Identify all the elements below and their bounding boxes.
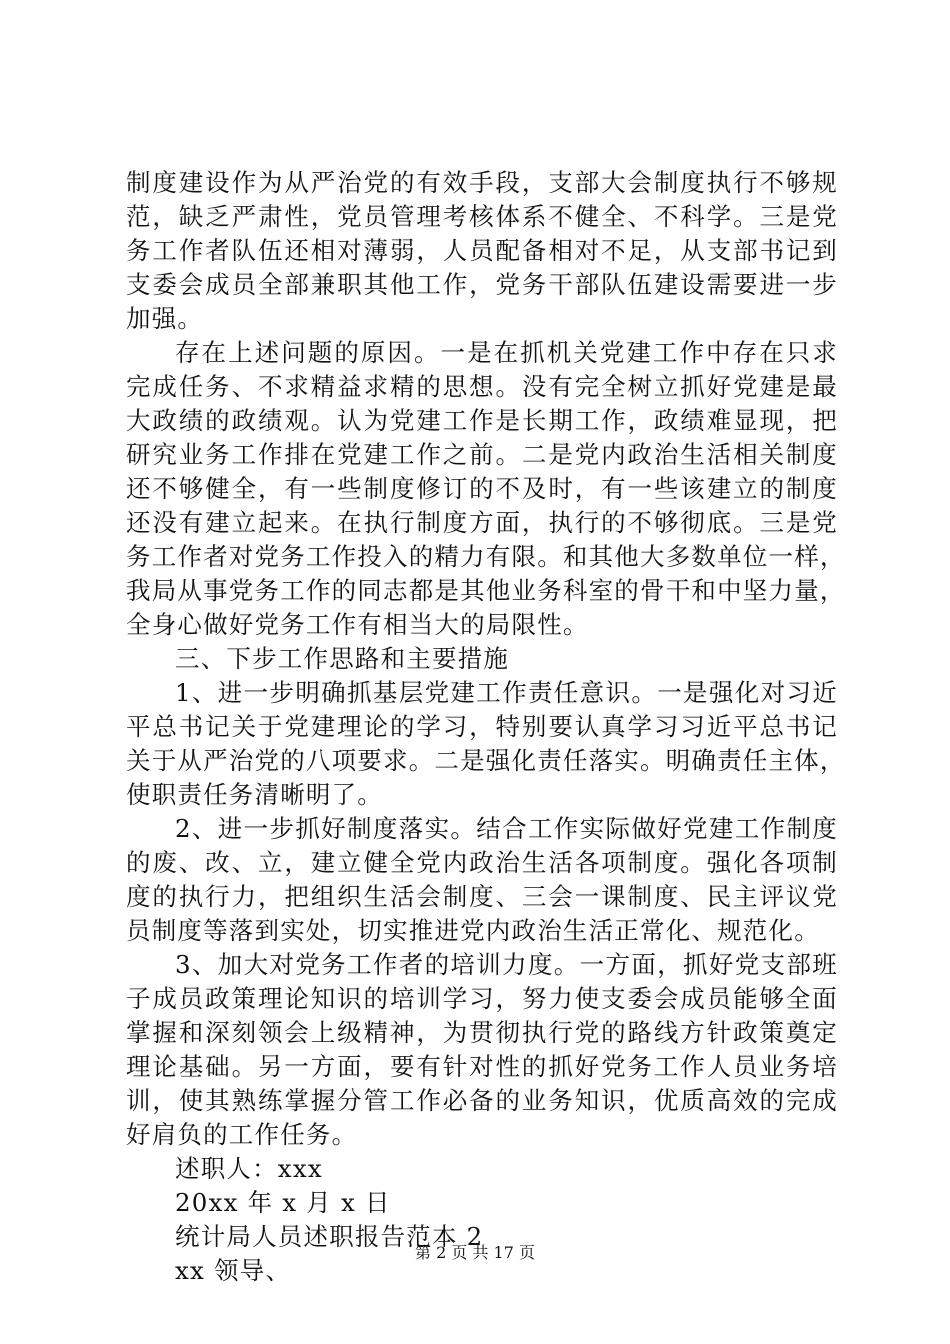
page-footer: 第 2 页 共 17 页	[415, 1243, 535, 1262]
text-line: 我局从事党务工作的同志都是其他业务科室的骨干和中坚力量，	[126, 576, 846, 605]
text-line: 1、进一步明确抓基层党建工作责任意识。一是强化对习近	[175, 678, 838, 707]
text-line: 制度建设作为从严治党的有效手段，支部大会制度执行不够规	[126, 168, 838, 197]
text-line: 平总书记关于党建理论的学习，特别要认真学习习近平总书记	[126, 712, 838, 741]
next-title: 统计局人员述职报告范本 2	[175, 1222, 484, 1251]
text-line: 理论基础。另一方面，要有针对性的抓好党务工作人员业务培	[126, 1052, 838, 1081]
text-line: 支委会成员全部兼职其他工作，党务干部队伍建设需要进一步	[126, 270, 838, 299]
document-body	[126, 166, 846, 1288]
text-line: 范，缺乏严肃性，党员管理考核体系不健全、不科学。三是党	[126, 202, 838, 231]
text-line: 完成任务、不求精益求精的思想。没有完全树立抓好党建是最	[126, 372, 838, 401]
text-line: 度的执行力，把组织生活会制度、三会一课制度、民主评议党	[126, 882, 838, 911]
text-line: 3、加大对党务工作者的培训力度。一方面，抓好党支部班	[175, 950, 838, 979]
text-line: 务工作者对党务工作投入的精力有限。和其他大多数单位一样，	[126, 542, 846, 571]
section-heading: 三、下步工作思路和主要措施	[175, 644, 510, 673]
text-line: 还不够健全，有一些制度修订的不及时，有一些该建立的制度	[126, 474, 838, 503]
text-line: 好肩负的工作任务。	[126, 1120, 358, 1149]
text-line: 存在上述问题的原因。一是在抓机关党建工作中存在只求	[175, 338, 838, 367]
text-line: 2、进一步抓好制度落实。结合工作实际做好党建工作制度	[175, 814, 838, 843]
text-line: 大政绩的政绩观。认为党建工作是长期工作，政绩难显现，把	[126, 406, 838, 435]
text-line: 研究业务工作排在党建工作之前。二是党内政治生活相关制度	[126, 440, 838, 469]
salutation-line: xx 领导、	[175, 1256, 292, 1285]
text-line: 关于从严治党的八项要求。二是强化责任落实。明确责任主体，	[126, 746, 846, 775]
text-line: 加强。	[126, 304, 204, 333]
signature-line: 述职人：xxx	[175, 1154, 323, 1183]
date-line: 20xx 年 x 月 x 日	[175, 1188, 391, 1217]
text-line: 掌握和深刻领会上级精神，为贯彻执行党的路线方针政策奠定	[126, 1018, 838, 1047]
text-line: 员制度等落到实处，切实推进党内政治生活正常化、规范化。	[126, 916, 820, 945]
text-line: 务工作者队伍还相对薄弱，人员配备相对不足，从支部书记到	[126, 236, 838, 265]
text-line: 还没有建立起来。在执行制度方面，执行的不够彻底。三是党	[126, 508, 838, 537]
text-line: 子成员政策理论知识的培训学习，努力使支委会成员能够全面	[126, 984, 838, 1013]
text-line: 全身心做好党务工作有相当大的局限性。	[126, 610, 589, 639]
text-line: 的废、改、立，建立健全党内政治生活各项制度。强化各项制	[126, 848, 838, 877]
text-line: 训，使其熟练掌握分管工作必备的业务知识，优质高效的完成	[126, 1086, 838, 1115]
text-line: 使职责任务清晰明了。	[126, 780, 383, 809]
